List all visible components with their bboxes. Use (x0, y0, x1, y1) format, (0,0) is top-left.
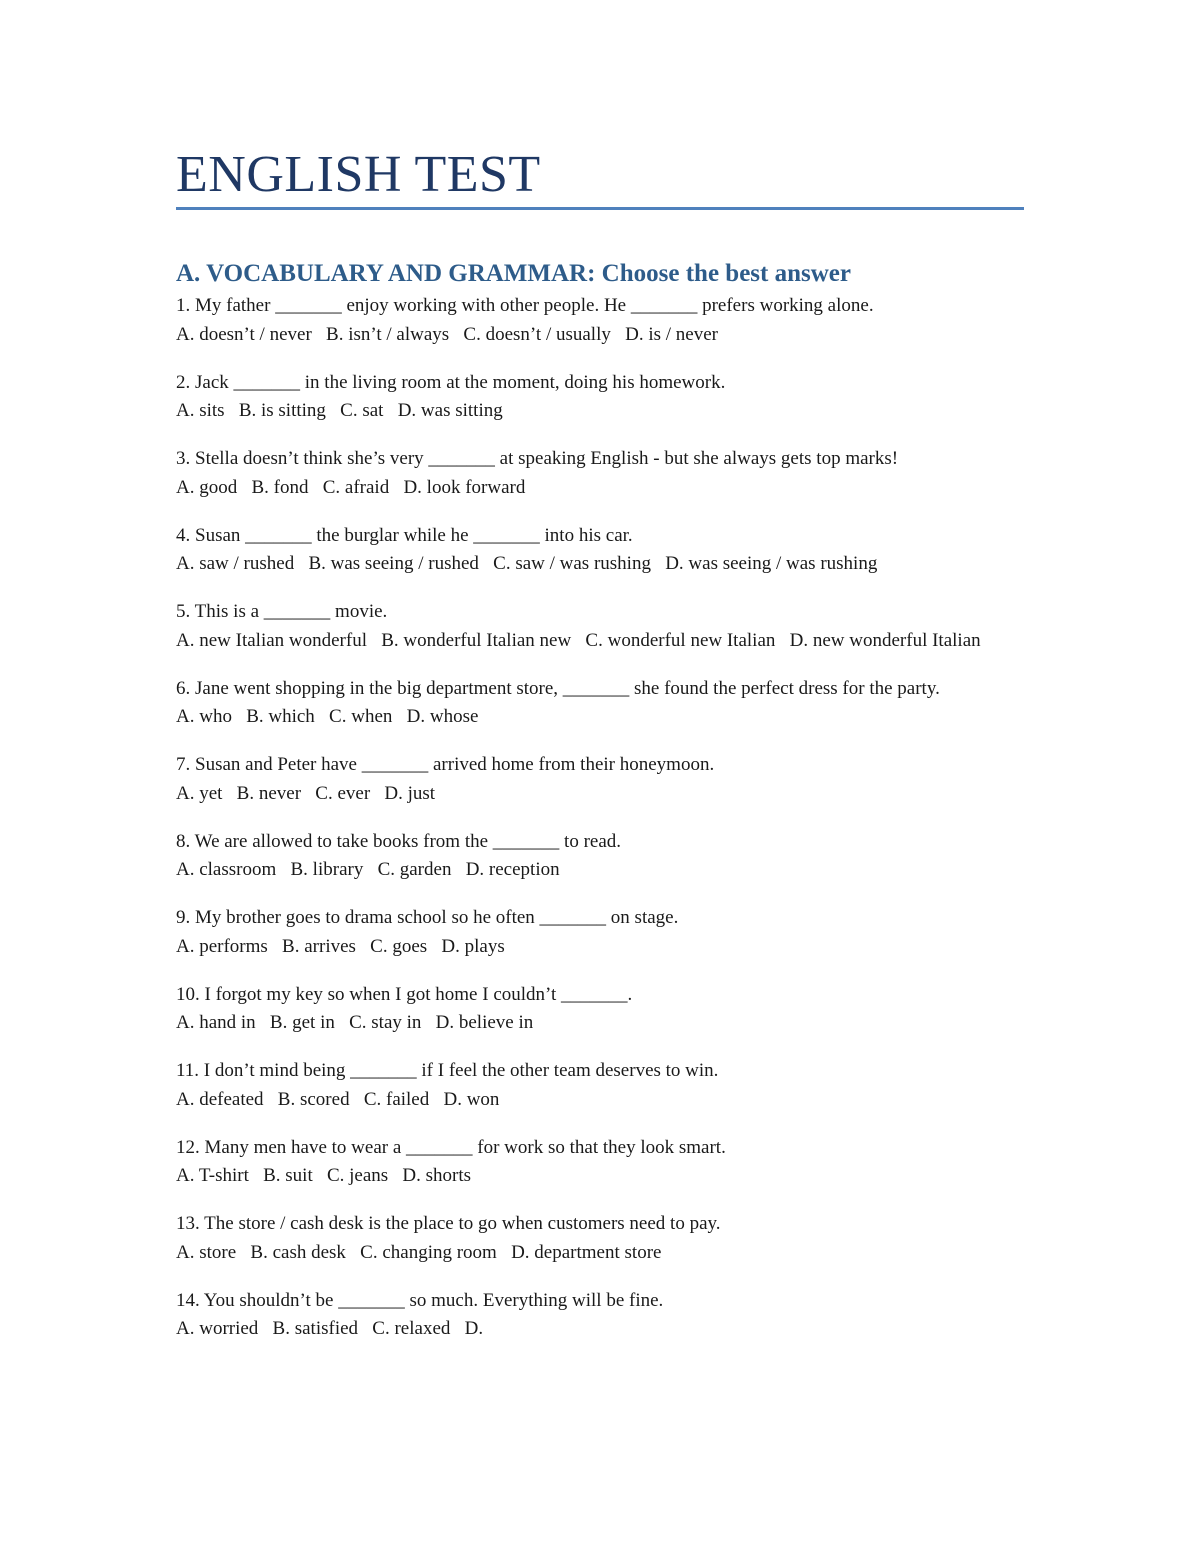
answer-options: A. saw / rushed B. was seeing / rushed C. saw / was rushing D. was seeing / was rushing (176, 553, 878, 574)
question-text: 11. I don’t mind being _______ if I feel the other team deserves to win. (176, 1060, 719, 1081)
answer-options: A. classroom B. library C. garden D. reception (176, 859, 560, 880)
answer-options: A. T-shirt B. suit C. jeans D. shorts (176, 1165, 472, 1186)
question-text: 13. The store / cash desk is the place to go when customers need to pay. (176, 1213, 721, 1234)
question-list (176, 292, 996, 1363)
question-item (176, 445, 996, 502)
answer-options: A. good B. fond C. afraid D. look forward (176, 476, 526, 498)
answer-options: A. yet B. never C. ever D. just (176, 782, 436, 804)
question-text: 12. Many men have to wear a _______ for work so that they look smart. (176, 1136, 726, 1158)
section-heading: A. VOCABULARY AND GRAMMAR: Choose the best answer (176, 260, 851, 287)
question-item (176, 1134, 996, 1191)
question-text: 8. We are allowed to take books from the _______ to read. (176, 830, 622, 852)
question-text: 1. My father _______ enjoy working with other people. He _______ prefers working alone. (176, 295, 874, 316)
answer-options: A. new Italian wonderful B. wonderful Italian new C. wonderful new Italian D. new wonderful Italian (176, 629, 981, 651)
question-text: 7. Susan and Peter have _______ arrived home from their honeymoon. (176, 754, 715, 775)
answer-options: A. hand in B. get in C. stay in D. believe in (176, 1012, 534, 1033)
document-title: ENGLISH TEST (176, 146, 541, 203)
answer-options: A. performs B. arrives C. goes D. plays (176, 935, 505, 957)
answer-options: A. sits B. is sitting C. sat D. was sitting (176, 400, 503, 421)
question-item (176, 522, 996, 579)
question-item (176, 751, 996, 808)
answer-options: A. who B. which C. when D. whose (176, 706, 479, 727)
question-text: 3. Stella doesn’t think she’s very _______ at speaking English - but she always gets top marks! (176, 448, 899, 469)
answer-options: A. doesn’t / never B. isn’t / always C. doesn’t / usually D. is / never (176, 323, 718, 345)
question-text: 6. Jane went shopping in the big department store, _______ she found the perfect dress for the party. (176, 677, 940, 699)
answer-options: A. worried B. satisfied C. relaxed D. (176, 1318, 484, 1339)
question-text: 2. Jack _______ in the living room at the moment, doing his homework. (176, 371, 726, 393)
question-item (176, 1287, 996, 1344)
question-item (176, 369, 996, 426)
question-item (176, 904, 996, 961)
question-item (176, 292, 996, 349)
question-text: 9. My brother goes to drama school so he often _______ on stage. (176, 907, 679, 928)
answer-options: A. store B. cash desk C. changing room D. department store (176, 1241, 662, 1263)
title-underline (176, 207, 1024, 210)
question-text: 14. You shouldn’t be _______ so much. Everything will be fine. (176, 1289, 664, 1311)
question-text: 5. This is a _______ movie. (176, 601, 388, 622)
question-item (176, 1210, 996, 1267)
answer-options: A. defeated B. scored C. failed D. won (176, 1088, 500, 1110)
question-text: 10. I forgot my key so when I got home I couldn’t _______. (176, 983, 633, 1005)
question-item (176, 1057, 996, 1114)
question-item (176, 675, 996, 732)
question-item (176, 828, 996, 885)
question-item (176, 598, 996, 655)
question-item (176, 981, 996, 1038)
question-text: 4. Susan _______ the burglar while he _______ into his car. (176, 524, 633, 546)
